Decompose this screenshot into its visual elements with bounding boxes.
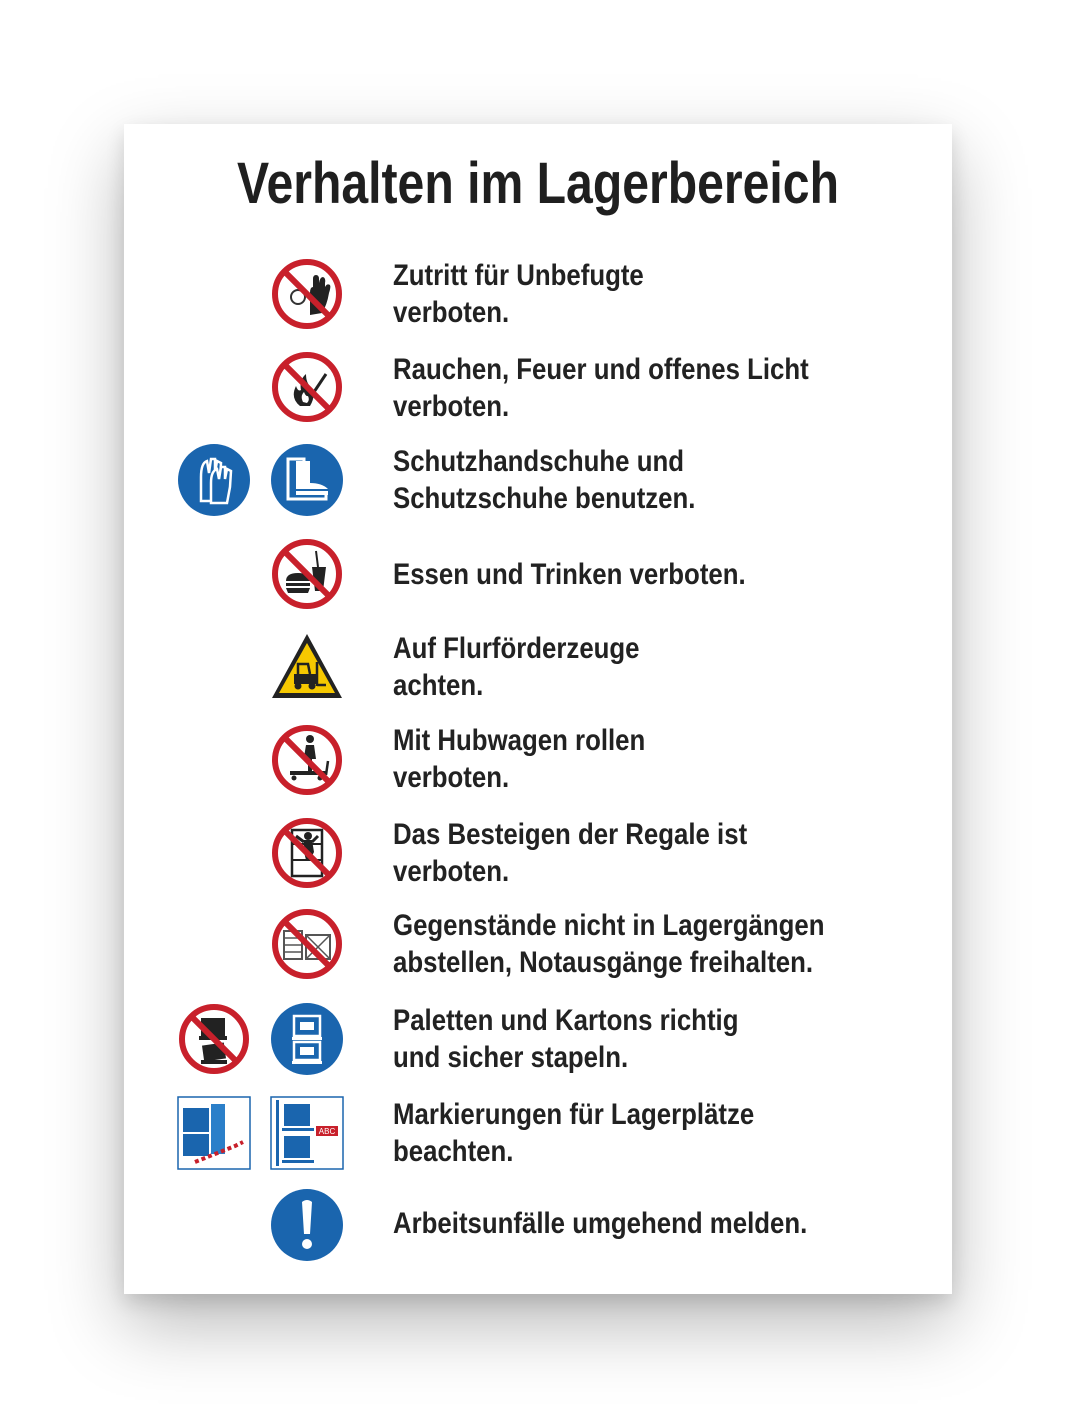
no-improper-stacking-icon bbox=[177, 1002, 251, 1076]
rule-text: Mit Hubwagen rollen verboten. bbox=[393, 724, 646, 794]
svg-text:ABC: ABC bbox=[318, 1127, 336, 1136]
rule-text: Paletten und Kartons richtig und sicher stapeln. bbox=[393, 1004, 739, 1074]
rule-text: Essen und Trinken verboten. bbox=[393, 558, 746, 591]
rule-text: Rauchen, Feuer und offenes Licht verboten. bbox=[393, 353, 809, 423]
correct-stacking-icon bbox=[270, 1002, 344, 1076]
safety-sign bbox=[124, 124, 952, 1294]
rule-text: Auf Flurförderzeuge achten. bbox=[393, 632, 640, 702]
rule-text: Das Besteigen der Regale ist verboten. bbox=[393, 818, 748, 888]
wear-safety-boots-icon bbox=[270, 443, 344, 517]
forklift-warning-icon bbox=[270, 630, 344, 704]
rule-text: Zutritt für Unbefugte verboten. bbox=[393, 259, 644, 329]
no-climbing-racks-icon bbox=[270, 816, 344, 890]
sign-title: Verhalten im Lagerbereich bbox=[236, 151, 839, 216]
no-riding-pallet-truck-icon bbox=[270, 723, 344, 797]
wear-gloves-icon bbox=[177, 443, 251, 517]
rule-text: Gegenstände nicht in Lagergängen abstellen, Notausgänge freihalten. bbox=[393, 909, 825, 979]
general-mandatory-icon bbox=[270, 1188, 344, 1262]
no-eating-drinking-icon bbox=[270, 537, 344, 611]
rule-text: Markierungen für Lagerplätze beachten. bbox=[393, 1098, 755, 1168]
no-obstruction-icon bbox=[270, 907, 344, 981]
rule-text: Schutzhandschuhe und Schutzschuhe benutzen. bbox=[393, 445, 696, 515]
rack-location-marking-icon bbox=[270, 1096, 344, 1170]
no-entry-unauthorized-icon bbox=[270, 257, 344, 331]
no-open-flame-icon bbox=[270, 350, 344, 424]
rule-text: Arbeitsunfälle umgehend melden. bbox=[393, 1207, 808, 1240]
floor-marking-icon bbox=[177, 1096, 251, 1170]
